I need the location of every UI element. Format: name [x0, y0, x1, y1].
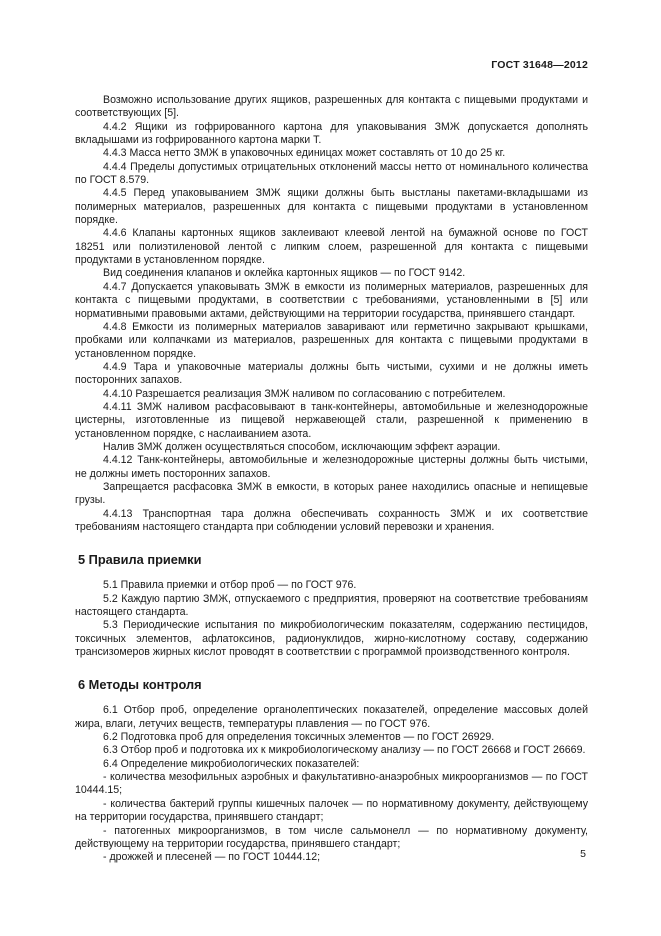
paragraph: 5.1 Правила приемки и отбор проб — по ГОСТ 976.: [103, 579, 357, 592]
section-heading: 5 Правила приемки: [78, 552, 202, 568]
paragraph: Вид соединения клапанов и оклейка картонных ящиков — по ГОСТ 9142.: [103, 267, 466, 280]
page-number: 5: [580, 848, 586, 860]
paragraph: 4.4.8 Емкости из полимерных материалов заваривают или герметично закрывают крышками, пробками или колпачками из материалов, разрешенных для контакта с пищевыми продуктами в установленном порядке.: [75, 320, 588, 360]
list-item: - количества бактерий группы кишечных палочек — по нормативному документу, действующему на территории государства, принявшего стандарт;: [75, 797, 588, 824]
paragraph: Запрещается расфасовка ЗМЖ в емкости, в которых ранее находились опасные и непищевые грузы.: [75, 480, 588, 507]
list-item: - дрожжей и плесеней — по ГОСТ 10444.12;: [103, 851, 321, 864]
paragraph: 4.4.7 Допускается упаковывать ЗМЖ в емкости из полимерных материалов, разрешенных для контакта с пищевыми продуктами, в соответствии с требованиями, установленными в [5] или нормативными правовыми актами, действующими на территории государства, принявшего стандарт.: [75, 280, 588, 320]
paragraph: 4.4.3 Масса нетто ЗМЖ в упаковочных единицах может составлять от 10 до 25 кг.: [103, 147, 506, 160]
paragraph: 5.3 Периодические испытания по микробиологическим показателям, содержанию пестицидов, токсичных элементов, афлатоксинов, радионуклидов, жирно-кислотному составу, содержанию трансизомеров жирных кислот проводят в соответствии с программой производственного контроля.: [75, 619, 588, 659]
paragraph: Возможно использование других ящиков, разрешенных для контакта с пищевыми продуктами и соответствующих [5].: [75, 94, 588, 120]
paragraph: 6.2 Подготовка проб для определения токсичных элементов — по ГОСТ 26929.: [103, 731, 495, 744]
paragraph: 5.2 Каждую партию ЗМЖ, отпускаемого с предприятия, проверяют на соответствие требованиям настоящего стандарта.: [75, 592, 588, 619]
paragraph: 6.3 Отбор проб и подготовка их к микробиологическому анализу — по ГОСТ 26668 и ГОСТ 26669.: [103, 744, 586, 757]
list-item: - количества мезофильных аэробных и факультативно-анаэробных микроорганизмов — по ГОСТ 10444.15;: [75, 771, 588, 797]
document-header: ГОСТ 31648—2012: [491, 59, 588, 71]
paragraph: 6.1 Отбор проб, определение органолептических показателей, определение массовых долей жира, влаги, летучих веществ, температуры плавления — по ГОСТ 976.: [75, 704, 588, 730]
paragraph: 4.4.9 Тара и упаковочные материалы должны быть чистыми, сухими и не должны иметь посторонних запахов.: [75, 360, 588, 387]
document-body: [75, 94, 588, 865]
paragraph: 4.4.10 Разрешается реализация ЗМЖ наливом по согласованию с потребителем.: [103, 387, 506, 400]
paragraph: 4.4.5 Перед упаковыванием ЗМЖ ящики должны быть выстланы пакетами-вкладышами из полимерных материалов, разрешенных для контакта с пищевыми продуктами в установленном порядке.: [75, 187, 588, 227]
paragraph: 4.4.6 Клапаны картонных ящиков заклеивают клеевой лентой на бумажной основе по ГОСТ 18251 или полиэтиленовой лентой с липким слоем, разрешенной для контакта с пищевыми продуктами в установленном порядке.: [75, 227, 588, 267]
paragraph: 4.4.12 Танк-контейнеры, автомобильные и железнодорожные цистерны должны быть чистыми, не должны иметь посторонних запахов.: [75, 454, 588, 480]
section-heading: 6 Методы контроля: [78, 677, 202, 693]
paragraph: 4.4.4 Пределы допустимых отрицательных отклонений массы нетто от номинального количества по ГОСТ 8.579.: [75, 160, 588, 187]
paragraph: Налив ЗМЖ должен осуществляться способом, исключающим эффект аэрации.: [103, 440, 501, 453]
list-item: - патогенных микроорганизмов, в том числе сальмонелл — по нормативному документу, действующему на территории государства, принявшего стандарт;: [75, 824, 588, 850]
paragraph: 4.4.11 ЗМЖ наливом расфасовывают в танк-контейнеры, автомобильные и железнодорожные цистерны, изготовленные из пищевой нержавеющей стали, разрешенной к применению в установленном порядке, с наслаиванием азота.: [75, 400, 588, 440]
paragraph: 4.4.2 Ящики из гофрированного картона для упаковывания ЗМЖ допускается дополнять вкладышами из гофрированного картона марки Т.: [75, 120, 588, 147]
paragraph: 6.4 Определение микробиологических показателей:: [103, 757, 360, 770]
paragraph: 4.4.13 Транспортная тара должна обеспечивать сохранность ЗМЖ и их соответствие требованиям настоящего стандарта при соблюдении условий перевозки и хранения.: [75, 507, 588, 533]
